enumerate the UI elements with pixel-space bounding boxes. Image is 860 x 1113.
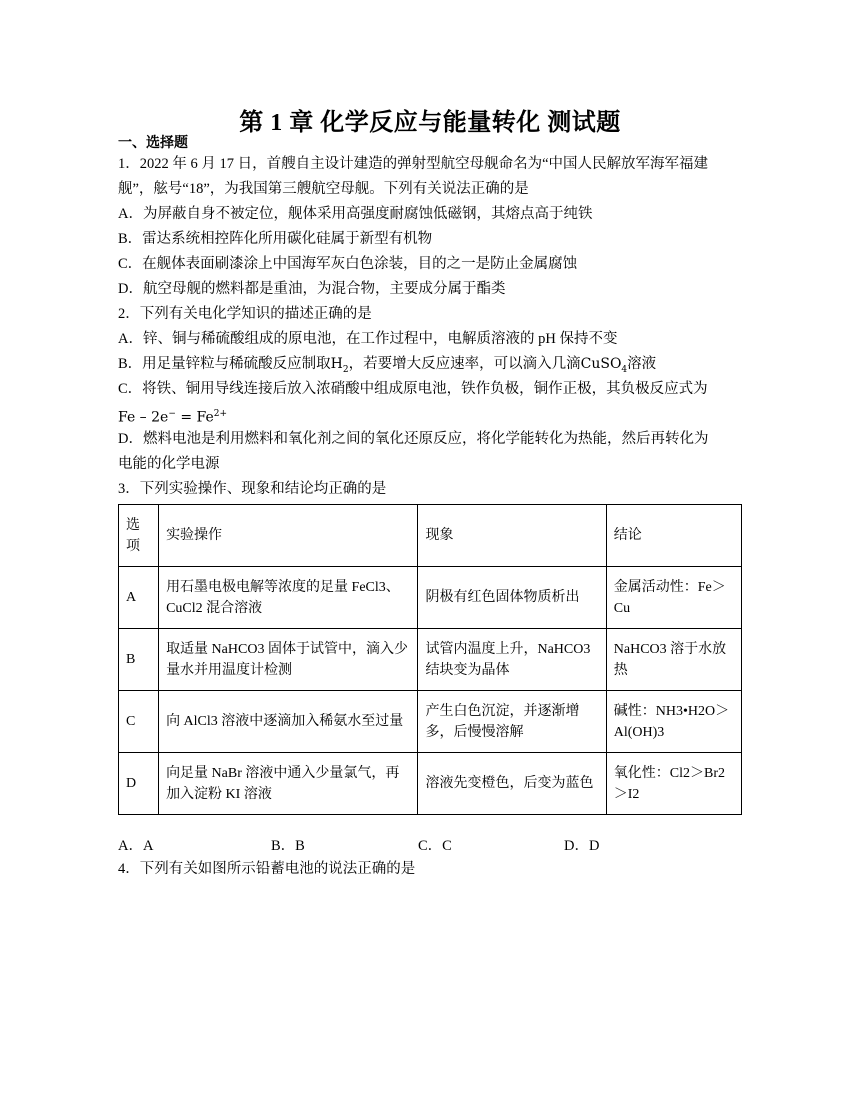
q1-stem-line2: 舰”，舷号“18”，为我国第三艘航空母舰。下列有关说法正确的是 [118,181,529,197]
table-row [119,567,742,629]
row-phenomenon: 产生白色沉淀，并逐渐增多，后慢慢溶解 [418,691,606,753]
q2-stem: 2．下列有关电化学知识的描述正确的是 [118,306,372,322]
q1-stem-line1: 1．2022 年 6 月 17 日，首艘自主设计建造的弹射型航空母舰命名为“中国人民解放军海军福建 [118,156,709,172]
header-operation: 实验操作 [159,505,418,567]
page-title: 第 1 章 化学反应与能量转化 测试题 [239,110,621,136]
q2-option-c-equation: $Fe - 2e^- = Fe^{2+}$ [118,409,228,426]
row-conclusion: 碱性：NH3•H2O＞Al(OH)3 [606,691,741,753]
q1-option-a: A．为屏蔽自身不被定位，舰体采用高强度耐腐蚀低磁钢，其熔点高于纯铁 [118,206,593,222]
q4-stem: 4．下列有关如图所示铅蓄电池的说法正确的是 [118,861,416,877]
table-row [119,629,742,691]
q3-option-d: D．D [564,838,600,854]
table-row [119,691,742,753]
q3-stem: 3．下列实验操作、现象和结论均正确的是 [118,481,387,497]
q2-option-c-line1: C．将铁、铜用导线连接后放入浓硝酸中组成原电池，铁作负极，铜作正极，其负极反应式为 [118,381,708,397]
q2-option-d-line1: D．燃料电池是利用燃料和氧化剂之间的氧化还原反应，将化学能转化为热能，然后再转化为 [118,431,709,447]
row-phenomenon: 溶液先变橙色，后变为蓝色 [418,753,606,815]
row-label: D [119,753,159,815]
row-conclusion: 金属活动性：Fe＞Cu [606,567,741,629]
section-heading: 一、选择题 [118,136,188,151]
row-label: A [119,567,159,629]
row-conclusion: 氧化性：Cl2＞Br2＞I2 [606,753,741,815]
row-operation: 用石墨电极电解等浓度的足量 FeCl3、CuCl2 混合溶液 [159,567,418,629]
header-phenomenon: 现象 [418,505,606,567]
table-header-row [119,505,742,567]
header-conclusion: 结论 [606,505,741,567]
row-phenomenon: 试管内温度上升，NaHCO3 结块变为晶体 [418,629,606,691]
q1-option-d: D．航空母舰的燃料都是重油，为混合物，主要成分属于酯类 [118,281,506,297]
row-phenomenon: 阴极有红色固体物质析出 [418,567,606,629]
q2-option-a: A．锌、铜与稀硫酸组成的原电池，在工作过程中，电解质溶液的 pH 保持不变 [118,331,618,347]
row-operation: 向 AlCl3 溶液中逐滴加入稀氨水至过量 [159,691,418,753]
table-row [119,753,742,815]
q1-option-b: B．雷达系统相控阵化所用碳化硅属于新型有机物 [118,231,433,247]
q3-option-a: A．A [118,838,154,854]
row-label: B [119,629,159,691]
row-label: C [119,691,159,753]
header-option: 选项 [119,505,159,567]
q3-option-b: B．B [271,838,305,854]
q3-option-c: C．C [418,838,452,854]
row-operation: 向足量 NaBr 溶液中通入少量氯气，再加入淀粉 KI 溶液 [159,753,418,815]
row-operation: 取适量 NaHCO3 固体于试管中，滴入少量水并用温度计检测 [159,629,418,691]
experiment-table [118,504,742,815]
row-conclusion: NaHCO3 溶于水放热 [606,629,741,691]
q2-option-d-line2: 电能的化学电源 [118,456,220,472]
q2-option-b: B．用足量锌粒与稀硫酸反应制取$H_2$，若要增大反应速率，可以滴入几滴CuSO$_4$溶液 [118,356,657,375]
q1-option-c: C．在舰体表面刷漆涂上中国海军灰白色涂装，目的之一是防止金属腐蚀 [118,256,578,272]
